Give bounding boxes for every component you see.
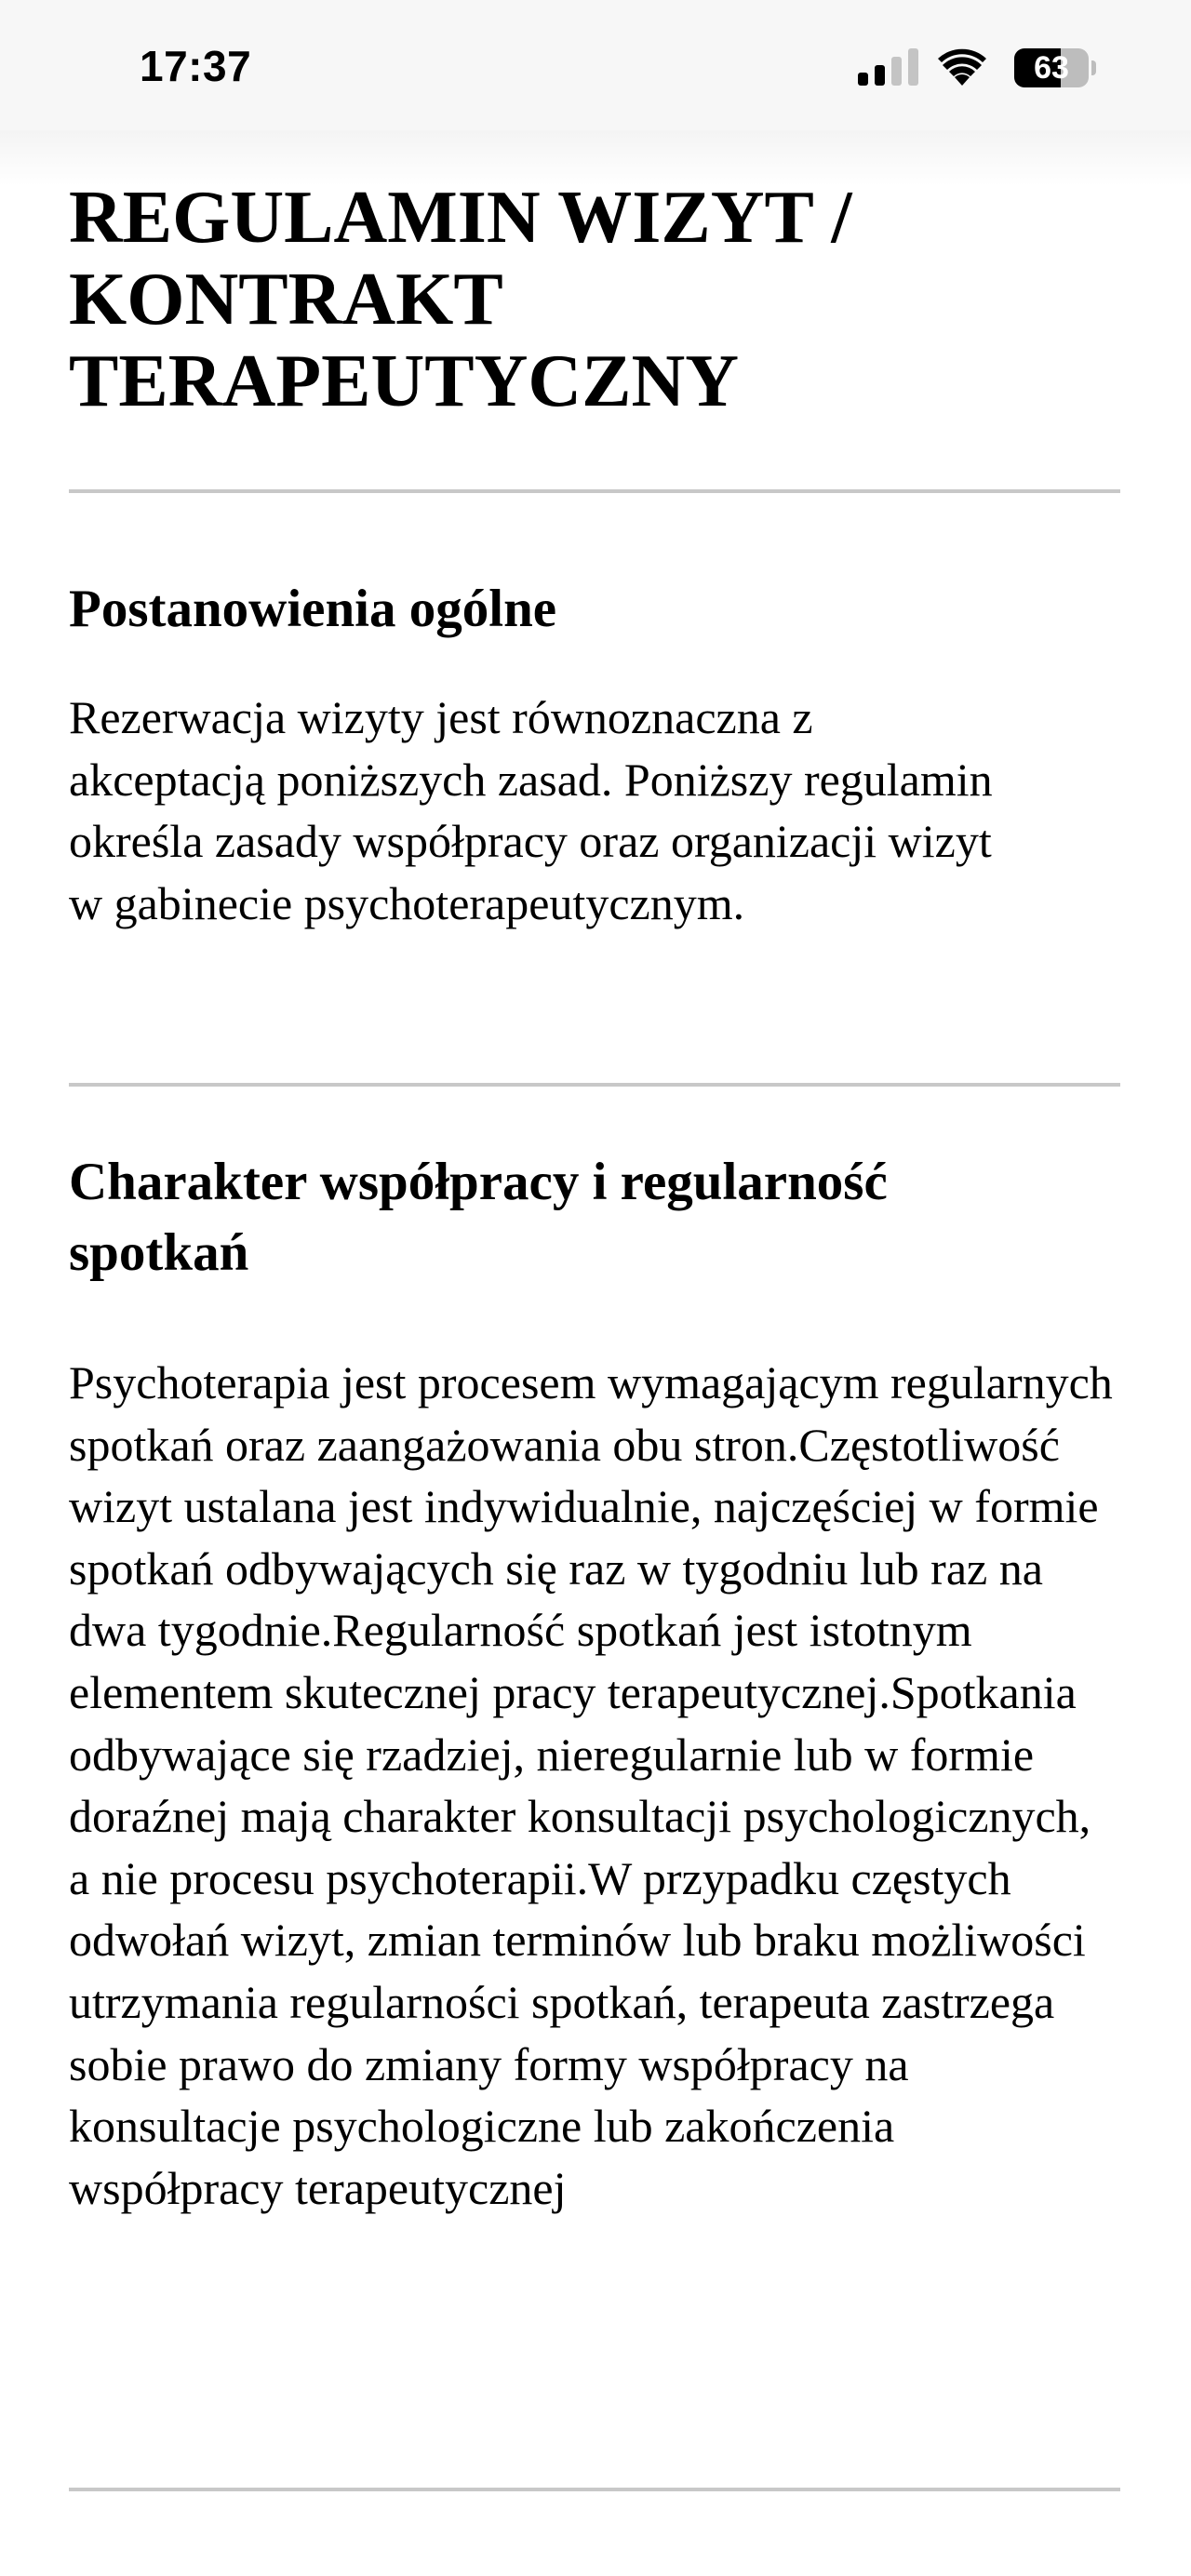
section-body: Rezerwacja wizyty jest równoznaczna z akceptacją poniższych zasad. Poniższy regulamin określa zasady współpracy oraz organizacji wizyt w gabinecie psychoterapeutycznym. [69,691,993,929]
section-heading: Charakter współpracy i regularność spotkań [69,1153,888,1282]
section-general [69,574,1120,934]
divider [69,489,1120,493]
page-title: REGULAMIN WIZYT / KONTRAKT TERAPEUTYCZNY [69,177,852,422]
status-bar [0,0,1191,130]
page-title-block [69,177,1120,422]
divider [69,1083,1120,1087]
status-time: 17:37 [140,42,252,90]
section-heading: Postanowienia ogólne [69,580,557,638]
section-cooperation [69,1147,1120,2219]
cellular-signal-icon [858,48,919,86]
section-body: Psychoterapia jest procesem wymagającym regularnych spotkań oraz zaangażowania obu stron.Częstotliwość wizyt ustalana jest indywidualnie, najczęściej w formie spotkań odbywających się raz w tygodniu lub raz na dwa tygodnie.Regularność spotkań jest istotnym elementem skutecznej pracy terapeutycznej.Spotkania odbywające się rzadziej, nieregularnie lub w formie doraźnej mają charakter konsultacji psychologicznych, a nie procesu psychoterapii.W przypadku częstych odwołań wizyt, zmian terminów lub braku możliwości utrzymania regularności spotkań, terapeuta zastrzega sobie prawo do zmiany formy współpracy na konsultacje psychologiczne lub zakończenia współpracy terapeutycznej [69,1356,1113,2214]
battery-percent: 63 [1034,50,1069,86]
wifi-icon [938,47,986,86]
battery-icon [1014,48,1098,87]
divider [69,2488,1120,2491]
